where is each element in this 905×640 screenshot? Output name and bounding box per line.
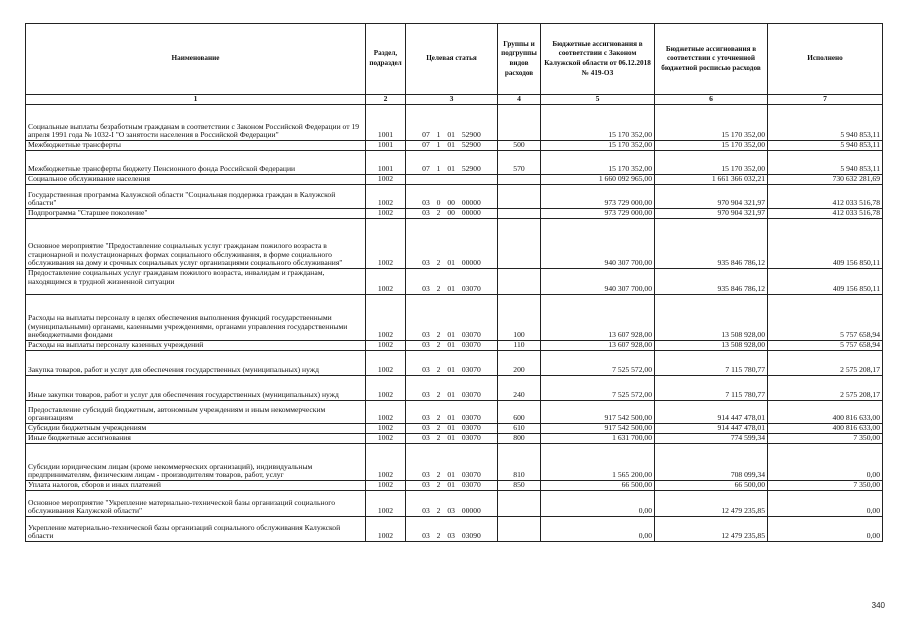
header-target-article: Целевая статья — [406, 24, 498, 95]
row-refined-allocation: 13 508 928,00 — [655, 295, 768, 341]
table-row — [26, 295, 883, 341]
row-refined-allocation: 708 099,34 — [655, 444, 768, 481]
table-row — [26, 269, 883, 295]
row-name: Государственная программа Калужской области "Социальная поддержка граждан в Калужской области" — [26, 185, 366, 209]
row-expense-group — [498, 491, 541, 517]
budget-execution-table — [25, 23, 883, 542]
row-section: 1002 — [366, 376, 406, 401]
row-law-allocation: 1 565 200,00 — [541, 444, 655, 481]
row-target-article: 03 2 01 03070 — [406, 444, 498, 481]
row-name: Закупка товаров, работ и услуг для обеспечения государственных (муниципальных) нужд — [26, 351, 366, 376]
header-section: Раздел, подраздел — [366, 24, 406, 95]
header-expense-group: Группы и подгруппы видов расходов — [498, 24, 541, 95]
row-executed: 5 940 853,11 — [768, 151, 883, 175]
row-name: Социальные выплаты безработным гражданам в соответствии с Законом Российской Федерации от 19 апреля 1991 года № 1032-I "О занятости населения в Российской Федерации" — [26, 105, 366, 141]
table-row — [26, 376, 883, 401]
row-law-allocation: 940 307 700,00 — [541, 269, 655, 295]
row-section: 1002 — [366, 269, 406, 295]
row-target-article: 07 1 01 52900 — [406, 105, 498, 141]
table-row — [26, 517, 883, 542]
column-number: 5 — [541, 95, 655, 105]
header-refined-allocation: Бюджетные ассигнования в соответствии с уточненной бюджетной росписью расходов — [655, 24, 768, 95]
row-section: 1002 — [366, 517, 406, 542]
row-name: Межбюджетные трансферты — [26, 141, 366, 151]
row-name: Иные закупки товаров, работ и услуг для обеспечения государственных (муниципальных) нужд — [26, 376, 366, 401]
column-number: 1 — [26, 95, 366, 105]
row-name: Укрепление материально-технической базы организаций социального обслуживания Калужской области — [26, 517, 366, 542]
row-law-allocation: 1 631 700,00 — [541, 434, 655, 444]
row-executed: 5 940 853,11 — [768, 141, 883, 151]
row-law-allocation: 13 607 928,00 — [541, 341, 655, 351]
row-refined-allocation: 15 170 352,00 — [655, 141, 768, 151]
column-number-row — [26, 95, 883, 105]
row-target-article — [406, 175, 498, 185]
table-row — [26, 341, 883, 351]
table-row — [26, 491, 883, 517]
row-law-allocation: 0,00 — [541, 517, 655, 542]
row-name: Субсидии бюджетным учреждениям — [26, 424, 366, 434]
row-refined-allocation: 935 846 786,12 — [655, 219, 768, 269]
row-refined-allocation: 1 661 366 032,21 — [655, 175, 768, 185]
row-section: 1002 — [366, 424, 406, 434]
table-header-row — [26, 24, 883, 95]
row-expense-group: 240 — [498, 376, 541, 401]
row-section: 1002 — [366, 401, 406, 424]
row-name: Подпрограмма "Старшее поколение" — [26, 209, 366, 219]
row-law-allocation: 973 729 000,00 — [541, 209, 655, 219]
row-target-article: 03 2 01 03070 — [406, 424, 498, 434]
row-section: 1001 — [366, 141, 406, 151]
row-expense-group: 500 — [498, 141, 541, 151]
table-row — [26, 401, 883, 424]
row-refined-allocation: 12 479 235,85 — [655, 491, 768, 517]
row-target-article: 07 1 01 52900 — [406, 151, 498, 175]
row-expense-group — [498, 269, 541, 295]
row-target-article: 03 2 01 03070 — [406, 295, 498, 341]
row-section: 1002 — [366, 481, 406, 491]
row-expense-group: 600 — [498, 401, 541, 424]
row-expense-group — [498, 185, 541, 209]
row-target-article: 07 1 01 52900 — [406, 141, 498, 151]
row-executed: 2 575 208,17 — [768, 351, 883, 376]
header-executed: Исполнено — [768, 24, 883, 95]
table-row — [26, 105, 883, 141]
row-name: Иные бюджетные ассигнования — [26, 434, 366, 444]
row-executed: 730 632 281,69 — [768, 175, 883, 185]
row-law-allocation: 7 525 572,00 — [541, 376, 655, 401]
header-name: Наименование — [26, 24, 366, 95]
row-refined-allocation: 7 115 780,77 — [655, 351, 768, 376]
row-executed: 0,00 — [768, 444, 883, 481]
row-name: Предоставление социальных услуг гражданам пожилого возраста, инвалидам и гражданам, находящимся в трудной жизненной ситуации — [26, 269, 366, 295]
row-section: 1002 — [366, 351, 406, 376]
row-expense-group: 810 — [498, 444, 541, 481]
row-target-article: 03 2 01 03070 — [406, 401, 498, 424]
row-executed: 400 816 633,00 — [768, 424, 883, 434]
row-law-allocation: 1 660 092 965,00 — [541, 175, 655, 185]
row-refined-allocation: 15 170 352,00 — [655, 151, 768, 175]
table-row — [26, 351, 883, 376]
row-expense-group: 100 — [498, 295, 541, 341]
row-section: 1002 — [366, 444, 406, 481]
row-law-allocation: 917 542 500,00 — [541, 424, 655, 434]
row-refined-allocation: 66 500,00 — [655, 481, 768, 491]
row-name: Расходы на выплаты персоналу в целях обеспечения выполнения функций государственными (муниципальными) органами, казенными учреждениями, органами управления государственными внебюджетными фондами — [26, 295, 366, 341]
row-expense-group — [498, 209, 541, 219]
row-expense-group: 200 — [498, 351, 541, 376]
row-section: 1002 — [366, 175, 406, 185]
row-target-article: 03 2 01 03070 — [406, 269, 498, 295]
row-target-article: 03 2 00 00000 — [406, 209, 498, 219]
row-law-allocation: 0,00 — [541, 491, 655, 517]
row-section: 1001 — [366, 105, 406, 141]
table-row — [26, 444, 883, 481]
row-refined-allocation: 7 115 780,77 — [655, 376, 768, 401]
budget-report-sheet — [25, 23, 882, 542]
row-executed: 0,00 — [768, 517, 883, 542]
row-target-article: 03 2 01 03070 — [406, 351, 498, 376]
row-target-article: 03 0 00 00000 — [406, 185, 498, 209]
row-target-article: 03 2 03 00000 — [406, 491, 498, 517]
row-executed: 409 156 850,11 — [768, 269, 883, 295]
row-expense-group — [498, 517, 541, 542]
row-refined-allocation: 12 479 235,85 — [655, 517, 768, 542]
row-refined-allocation: 15 170 352,00 — [655, 105, 768, 141]
column-number: 4 — [498, 95, 541, 105]
table-row — [26, 209, 883, 219]
row-law-allocation: 15 170 352,00 — [541, 105, 655, 141]
row-expense-group: 800 — [498, 434, 541, 444]
row-executed: 400 816 633,00 — [768, 401, 883, 424]
row-executed: 412 033 516,78 — [768, 185, 883, 209]
column-number: 2 — [366, 95, 406, 105]
column-number: 7 — [768, 95, 883, 105]
row-expense-group: 570 — [498, 151, 541, 175]
row-refined-allocation: 914 447 478,01 — [655, 424, 768, 434]
table-row — [26, 424, 883, 434]
row-law-allocation: 917 542 500,00 — [541, 401, 655, 424]
row-refined-allocation: 970 904 321,97 — [655, 185, 768, 209]
row-executed: 412 033 516,78 — [768, 209, 883, 219]
row-target-article: 03 2 03 03090 — [406, 517, 498, 542]
row-law-allocation: 15 170 352,00 — [541, 151, 655, 175]
column-number: 3 — [406, 95, 498, 105]
page-number: 340 — [871, 601, 885, 610]
row-executed: 2 575 208,17 — [768, 376, 883, 401]
row-refined-allocation: 914 447 478,01 — [655, 401, 768, 424]
row-law-allocation: 940 307 700,00 — [541, 219, 655, 269]
row-expense-group: 850 — [498, 481, 541, 491]
row-law-allocation: 7 525 572,00 — [541, 351, 655, 376]
row-executed: 5 757 658,94 — [768, 295, 883, 341]
table-row — [26, 219, 883, 269]
row-executed: 0,00 — [768, 491, 883, 517]
row-expense-group: 110 — [498, 341, 541, 351]
row-target-article: 03 2 01 03070 — [406, 481, 498, 491]
row-section: 1002 — [366, 434, 406, 444]
row-section: 1002 — [366, 209, 406, 219]
row-expense-group — [498, 219, 541, 269]
row-target-article: 03 2 01 03070 — [406, 376, 498, 401]
table-row — [26, 151, 883, 175]
table-row — [26, 185, 883, 209]
row-expense-group — [498, 175, 541, 185]
row-section: 1002 — [366, 185, 406, 209]
row-name: Субсидии юридическим лицам (кроме некоммерческих организаций), индивидуальным предпринимателям, физическим лицам - производителям товаров, работ, услуг — [26, 444, 366, 481]
row-target-article: 03 2 01 00000 — [406, 219, 498, 269]
row-law-allocation: 66 500,00 — [541, 481, 655, 491]
table-row — [26, 434, 883, 444]
row-name: Расходы на выплаты персоналу казенных учреждений — [26, 341, 366, 351]
row-executed: 409 156 850,11 — [768, 219, 883, 269]
row-refined-allocation: 970 904 321,97 — [655, 209, 768, 219]
row-name: Уплата налогов, сборов и иных платежей — [26, 481, 366, 491]
row-expense-group — [498, 105, 541, 141]
table-row — [26, 481, 883, 491]
row-section: 1002 — [366, 491, 406, 517]
row-section: 1002 — [366, 341, 406, 351]
row-executed: 5 757 658,94 — [768, 341, 883, 351]
row-name: Предоставление субсидий бюджетным, автономным учреждениям и иным некоммерческим организациям — [26, 401, 366, 424]
row-section: 1001 — [366, 151, 406, 175]
row-section: 1002 — [366, 295, 406, 341]
table-row — [26, 141, 883, 151]
table-row — [26, 175, 883, 185]
row-expense-group: 610 — [498, 424, 541, 434]
row-refined-allocation: 13 508 928,00 — [655, 341, 768, 351]
row-name: Основное мероприятие "Предоставление социальных услуг гражданам пожилого возраста в стационарной и полустационарных формах социального обслуживания, в форме социального обслуживания на дому и срочных социальных услуг организациями социального обслуживания" — [26, 219, 366, 269]
row-name: Межбюджетные трансферты бюджету Пенсионного фонда Российской Федерации — [26, 151, 366, 175]
row-law-allocation: 973 729 000,00 — [541, 185, 655, 209]
row-name: Основное мероприятие "Укрепление материально-технической базы организаций социального обслуживания Калужской области" — [26, 491, 366, 517]
header-law-allocation: Бюджетные ассигнования в соответствии с Законом Калужской области от 06.12.2018 № 419-ОЗ — [541, 24, 655, 95]
row-target-article: 03 2 01 03070 — [406, 434, 498, 444]
row-executed: 5 940 853,11 — [768, 105, 883, 141]
row-target-article: 03 2 01 03070 — [406, 341, 498, 351]
row-refined-allocation: 774 599,34 — [655, 434, 768, 444]
row-law-allocation: 13 607 928,00 — [541, 295, 655, 341]
row-refined-allocation: 935 846 786,12 — [655, 269, 768, 295]
row-law-allocation: 15 170 352,00 — [541, 141, 655, 151]
column-number: 6 — [655, 95, 768, 105]
row-name: Социальное обслуживание населения — [26, 175, 366, 185]
row-executed: 7 350,00 — [768, 434, 883, 444]
row-section: 1002 — [366, 219, 406, 269]
row-executed: 7 350,00 — [768, 481, 883, 491]
